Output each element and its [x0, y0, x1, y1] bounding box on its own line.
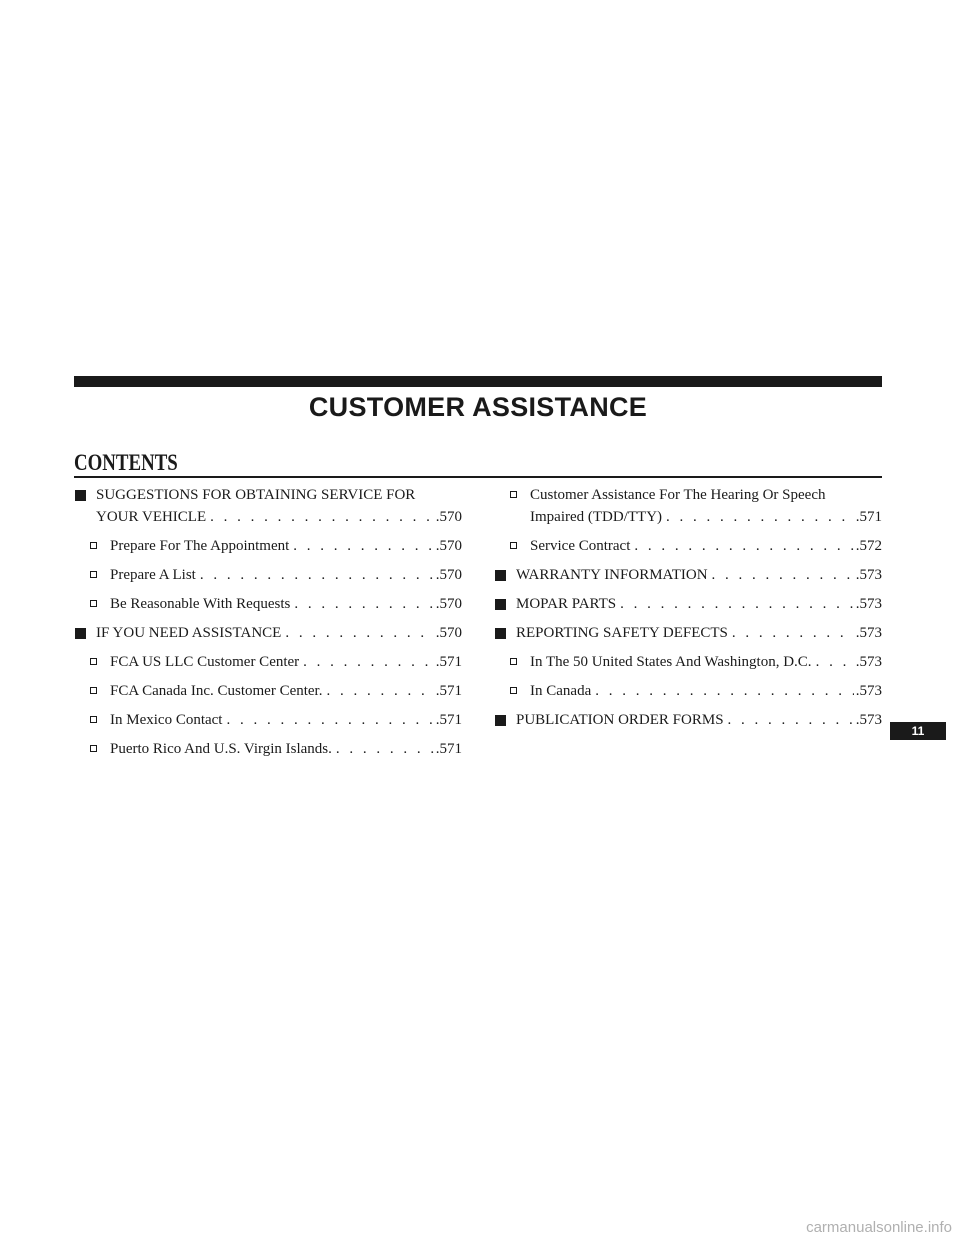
toc-entry-title: FCA US LLC Customer Center: [110, 654, 300, 670]
toc-entry[interactable]: [494, 622, 882, 644]
toc-entry-title: REPORTING SAFETY DEFECTS: [516, 625, 728, 641]
toc-entry-title: PUBLICATION ORDER FORMS: [516, 712, 724, 728]
toc-page-number: .573: [855, 712, 882, 728]
toc-page-number: .571: [435, 683, 462, 699]
square-bullet-icon: [75, 490, 86, 501]
toc-entry-title: Prepare For The Appointment: [110, 538, 290, 554]
hollow-square-bullet-icon: [90, 745, 97, 752]
toc-page-number: .573: [855, 567, 882, 583]
toc-entry-title: Prepare A List: [110, 567, 196, 583]
toc-entry-title: WARRANTY INFORMATION: [516, 567, 708, 583]
dot-leader: [708, 564, 854, 586]
dot-leader: [724, 709, 854, 731]
toc-entry[interactable]: [74, 738, 462, 760]
toc-entry-title: In Canada: [530, 683, 592, 699]
toc-entry[interactable]: [494, 593, 882, 615]
dot-leader: [728, 622, 854, 644]
toc-entry-title: Customer Assistance For The Hearing Or Speech: [530, 487, 826, 503]
toc-entry-title: Be Reasonable With Requests: [110, 596, 291, 612]
toc-entry-title: SUGGESTIONS FOR OBTAINING SERVICE FOR: [96, 487, 416, 503]
hollow-square-bullet-icon: [510, 687, 517, 694]
hollow-square-bullet-icon: [90, 658, 97, 665]
dot-leader: [616, 593, 854, 615]
hollow-square-bullet-icon: [510, 491, 517, 498]
toc-page-number: .571: [855, 509, 882, 525]
toc-entry[interactable]: [74, 651, 462, 673]
hollow-square-bullet-icon: [510, 542, 517, 549]
chapter-title: CUSTOMER ASSISTANCE: [308, 392, 648, 422]
toc-entry[interactable]: [74, 680, 462, 702]
chapter-tab-badge[interactable]: 11: [890, 722, 946, 740]
dot-leader: [332, 738, 434, 760]
square-bullet-icon: [495, 599, 506, 610]
toc-entry[interactable]: [494, 651, 882, 673]
toc-page-number: .570: [435, 567, 462, 583]
toc-entry[interactable]: [494, 709, 882, 731]
toc-entry[interactable]: [74, 484, 462, 528]
header-top-rule: [74, 376, 882, 387]
dot-leader: [222, 709, 433, 731]
dot-leader: [196, 564, 434, 586]
toc-entry[interactable]: [74, 593, 462, 615]
toc-entry[interactable]: [74, 564, 462, 586]
dot-leader: [289, 535, 433, 557]
dot-leader: [322, 680, 433, 702]
toc-entry-title: In Mexico Contact: [110, 712, 223, 728]
dot-leader: [591, 680, 854, 702]
contents-heading: CONTENTS: [74, 450, 178, 475]
dot-leader: [290, 593, 433, 615]
toc-entry[interactable]: [74, 622, 462, 644]
hollow-square-bullet-icon: [90, 687, 97, 694]
toc-page-number: .571: [435, 741, 462, 757]
toc-page-number: .573: [855, 654, 882, 670]
contents-rule: [74, 476, 882, 478]
toc-page-number: .570: [435, 538, 462, 554]
square-bullet-icon: [75, 628, 86, 639]
toc-column-right: [494, 484, 882, 738]
toc-page-number: .570: [435, 625, 462, 641]
toc-entry-title: IF YOU NEED ASSISTANCE: [96, 625, 282, 641]
toc-page-number: .573: [855, 625, 882, 641]
toc-entry[interactable]: [74, 709, 462, 731]
dot-leader: [630, 535, 853, 557]
toc-entry[interactable]: [494, 564, 882, 586]
dot-leader: [299, 651, 434, 673]
toc-entry-title: Impaired (TDD/TTY): [530, 509, 663, 525]
toc-entry[interactable]: [74, 535, 462, 557]
hollow-square-bullet-icon: [90, 600, 97, 607]
dot-leader: [812, 651, 854, 673]
toc-page-number: .570: [435, 509, 462, 525]
toc-entry[interactable]: [494, 535, 882, 557]
hollow-square-bullet-icon: [90, 571, 97, 578]
toc-entry-title: YOUR VEHICLE: [96, 509, 207, 525]
toc-entry[interactable]: [494, 680, 882, 702]
toc-entry-title: Service Contract: [530, 538, 631, 554]
toc-page-number: .570: [435, 596, 462, 612]
toc-page-number: .572: [855, 538, 882, 554]
hollow-square-bullet-icon: [90, 542, 97, 549]
hollow-square-bullet-icon: [90, 716, 97, 723]
toc-entry[interactable]: [494, 484, 882, 528]
dot-leader: [281, 622, 433, 644]
toc-page-number: .573: [855, 683, 882, 699]
toc-entry-title: MOPAR PARTS: [516, 596, 617, 612]
dot-leader: [662, 506, 854, 528]
hollow-square-bullet-icon: [510, 658, 517, 665]
toc-entry-title: In The 50 United States And Washington, D.C.: [530, 654, 812, 670]
square-bullet-icon: [495, 715, 506, 726]
dot-leader: [206, 506, 434, 528]
toc-page-number: .571: [435, 654, 462, 670]
toc-column-left: [74, 484, 462, 767]
square-bullet-icon: [495, 570, 506, 581]
toc-page-number: .571: [435, 712, 462, 728]
toc-entry-title: FCA Canada Inc. Customer Center.: [110, 683, 323, 699]
toc-entry-title: Puerto Rico And U.S. Virgin Islands.: [110, 741, 332, 757]
watermark: carmanualsonline.info: [806, 1219, 952, 1236]
square-bullet-icon: [495, 628, 506, 639]
toc-page-number: .573: [855, 596, 882, 612]
